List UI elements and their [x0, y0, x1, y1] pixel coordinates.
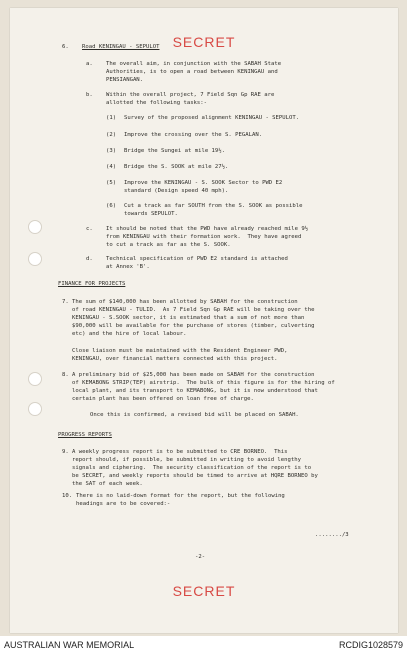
- paragraph-number: 9.: [62, 449, 69, 455]
- item-text: It should be noted that the PWD have already reached mile 9½ from KENINGAU with their formation work. They have agreed to cut a track as far as the S. SOOK.: [106, 226, 309, 248]
- paragraph-text: The sum of $140,000 has been allotted by SABAH for the construction of road KENINGAU - TULID. As 7 Field Sqn Gp RAE will be taking over the KENINGAU - S.SOOK sector, it is estimated that a sum of not more than $90,000 will be available for the purchase of stores (timber, culverting etc) and the hire of local labour.: [72, 299, 315, 337]
- section-heading: FINANCE FOR PROJECTS: [58, 281, 126, 287]
- punch-hole: [28, 220, 42, 234]
- section-heading: Road KENINGAU - SEPULOT: [82, 44, 160, 50]
- task-text: Improve the KENINGAU - S. SOOK Sector to PWD E2 standard (Design speed 40 mph).: [124, 180, 283, 194]
- task-number: (2): [106, 132, 117, 138]
- continuation-marker: ......../3: [315, 532, 349, 538]
- paragraph-text: A preliminary bid of $25,000 has been made on SABAH for the construction of KEMABONG STRIP(TEP) airstrip. The bulk of this figure is for the hiring of local plant, and its transport to KEMABONG, but it is now understood that certain plant has been offered on loan free of charge.: [72, 372, 335, 402]
- task-number: (3): [106, 148, 117, 154]
- task-number: (4): [106, 164, 117, 170]
- paragraph-number: 8.: [62, 372, 69, 378]
- paragraph-number: 10.: [62, 493, 73, 499]
- item-label: c.: [86, 226, 93, 232]
- item-text: Within the overall project, 7 Field Sqn Gp RAE are allotted the following tasks:-: [106, 92, 275, 106]
- item-text: The overall aim, in conjunction with the SABAH State Authorities, is to open a road between KENINGAU and PENSIANGAN.: [106, 61, 282, 83]
- secret-stamp-top: SECRET: [172, 34, 236, 50]
- punch-hole: [28, 252, 42, 266]
- paragraph-text: A weekly progress report is to be submitted to CRE BORNEO. This report should, if possible, be submitted in writing to avoid lengthy signals and ciphering. The security classification of the report is to be SECRET, and weekly reports should be timed to arrive at HQRE BORNEO by the SAT of each week.: [72, 449, 318, 487]
- archive-source: AUSTRALIAN WAR MEMORIAL: [4, 640, 135, 650]
- task-text: Cut a track as far SOUTH from the S. SOOK as possible towards SEPULOT.: [124, 203, 303, 217]
- archive-footer: [0, 636, 407, 654]
- section-heading: PROGRESS REPORTS: [58, 432, 112, 438]
- task-number: (1): [106, 115, 117, 121]
- archive-reference: RCDIG1028579: [338, 640, 403, 650]
- document-page: [10, 8, 398, 633]
- task-number: (5): [106, 180, 117, 186]
- task-text: Bridge the S. SOOK at mile 27½.: [124, 164, 229, 170]
- item-text: Technical specification of PWD E2 standard is attached at Annex 'B'.: [106, 256, 288, 270]
- item-label: d.: [86, 256, 93, 262]
- task-text: Survey of the proposed alignment KENINGAU - SEPULOT.: [124, 115, 300, 121]
- section-number: 6.: [62, 44, 69, 50]
- punch-hole: [28, 372, 42, 386]
- item-label: b.: [86, 92, 93, 98]
- secret-stamp-bottom: SECRET: [172, 583, 236, 599]
- paragraph-number: 7.: [62, 299, 69, 305]
- page-number: -2-: [195, 554, 206, 560]
- punch-hole: [28, 402, 42, 416]
- task-number: (6): [106, 203, 117, 209]
- paragraph-text: Close liaison must be maintained with the Resident Engineer PWD, KENINGAU, over financial matters connected with this project.: [72, 348, 288, 362]
- task-text: Improve the crossing over the S. PEGALAN.: [124, 132, 263, 138]
- paragraph-text: Once this is confirmed, a revised bid will be placed on SABAH.: [90, 412, 299, 418]
- task-text: Bridge the Sungei at mile 19½.: [124, 148, 226, 154]
- item-label: a.: [86, 61, 93, 67]
- paragraph-text: There is no laid-down format for the report, but the following headings are to be covered:-: [76, 493, 285, 507]
